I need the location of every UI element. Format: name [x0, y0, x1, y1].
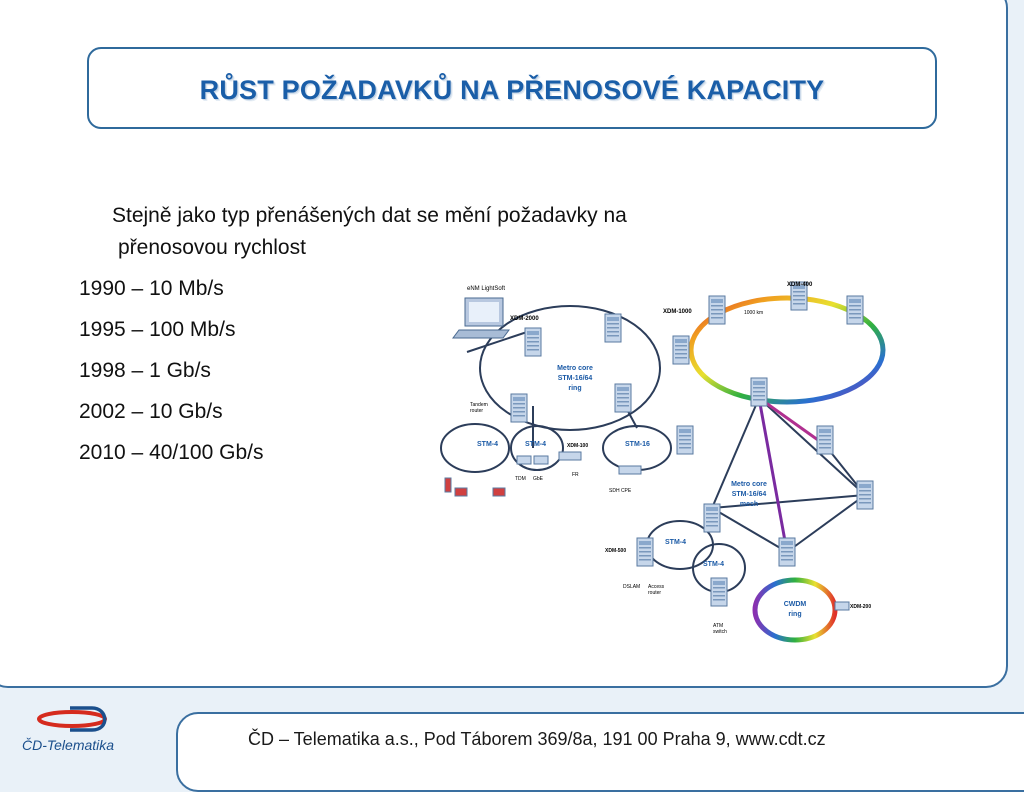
network-diagram [437, 270, 887, 645]
xdm-node [711, 578, 727, 606]
dwdm-label-1: DWDM Regional ring/ [721, 352, 799, 361]
enm-workstation [453, 298, 509, 338]
cwdm-label-1: CWDM [783, 601, 807, 608]
xdm2000-label: XDM-2000 [510, 316, 539, 322]
access-label-1: Access [648, 584, 665, 590]
milestone-item: 2002 – 10 Gb/s [79, 400, 223, 423]
stm4-ring-a [441, 424, 509, 472]
tandem-label-2: router [470, 408, 484, 414]
milestone-item: 1998 – 1 Gb/s [79, 359, 211, 382]
enm-label: eNM LightSoft [467, 286, 506, 292]
gbe-label: GbE [533, 476, 544, 482]
metro-mesh-label-3: mesh [739, 501, 759, 508]
xdm400-label: XDM-400 [787, 282, 813, 288]
xdm-node [673, 336, 689, 364]
xdm-node [677, 426, 693, 454]
metro-mesh-label-2: STM-16/64 [731, 491, 767, 498]
dwdm-label-2: mesh core [741, 362, 779, 371]
xdm-node [525, 328, 541, 356]
dwdm-link [759, 398, 825, 445]
stm16-label: STM-16 [625, 441, 650, 448]
xdm1000-label: XDM-1000 [663, 309, 692, 315]
metro-ring-label-1: Metro core [557, 365, 593, 372]
xdm-node [779, 538, 795, 566]
cwdm-label-2: ring [788, 611, 802, 618]
tdm-label: TDM [515, 476, 526, 482]
xdm-node [605, 314, 621, 342]
dslam-label: DSLAM [623, 584, 641, 590]
xdm-node [615, 384, 631, 412]
intro-text [112, 200, 627, 264]
logo-text: ČD-Telematika [22, 737, 115, 753]
metro-ring-label-3: ring [568, 385, 582, 392]
stm4-b-label: STM-4 [525, 441, 546, 448]
stm16-ring [603, 426, 671, 470]
fr-label: FR [572, 472, 579, 478]
atm-label-2: switch [713, 629, 727, 635]
xdm-node [704, 504, 720, 532]
xdm-node [817, 426, 833, 454]
xdm-node [751, 378, 767, 406]
xdm-node [637, 538, 653, 566]
intro-line-2: přenosovou rychlost [118, 236, 306, 259]
xdm200-label: XDM-200 [850, 604, 872, 610]
milestone-list [79, 275, 263, 480]
footer-panel [176, 712, 1024, 792]
stm4-d-label: STM-4 [703, 561, 724, 568]
milestone-item: 2010 – 40/100 Gb/s [79, 441, 264, 464]
title-box [87, 47, 937, 129]
access-label-2: router [648, 590, 662, 596]
edge-devices [445, 452, 849, 610]
intro-line-1: Stejně jako typ přenášených dat se mění požadavky na [112, 204, 627, 227]
cwdm-ring [755, 580, 835, 640]
milestone-item: 1990 – 10 Mb/s [79, 277, 224, 300]
km-label: 1000 km [744, 310, 764, 316]
xdm500-label: XDM-500 [605, 548, 627, 554]
milestone-item: 1995 – 100 Mb/s [79, 318, 236, 341]
xdm100-label: XDM-100 [567, 443, 589, 449]
xdm-node [709, 296, 725, 324]
stm4-c-label: STM-4 [665, 539, 686, 546]
xdm-node [857, 481, 873, 509]
tandem-label-1: Tandem [470, 402, 488, 408]
xdm-node [511, 394, 527, 422]
xdm-node [847, 296, 863, 324]
stm4-a-label: STM-4 [477, 441, 498, 448]
page-title: RŮST POŽADAVKŮ NA PŘENOSOVÉ KAPACITY [199, 74, 825, 105]
metro-mesh-label-1: Metro core [731, 481, 767, 488]
metro-ring-label-2: STM-16/64 [557, 375, 593, 382]
cdt-logo-icon [22, 702, 134, 762]
atm-label-1: ATM [713, 623, 724, 629]
footer-text: ČD – Telematika a.s., Pod Táborem 369/8a, 191 00 Praha 9, www.cdt.cz [248, 729, 826, 749]
sdh-cpe-label: SDH CPE [609, 488, 632, 494]
